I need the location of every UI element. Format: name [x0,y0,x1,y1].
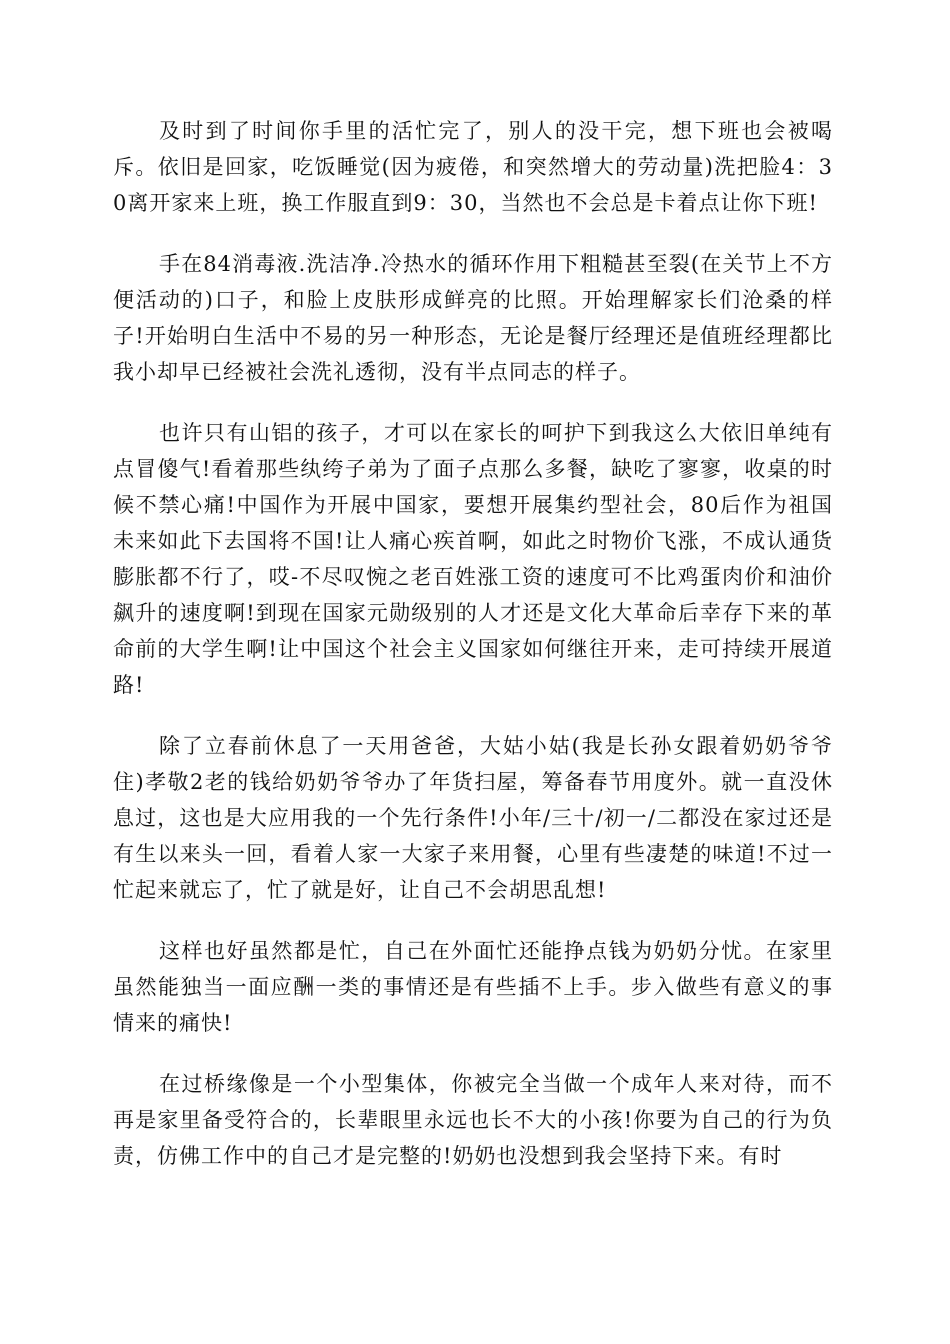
paragraph-4: 除了立春前休息了一天用爸爸，大姑小姑(我是长孙女跟着奶奶爷爷住)孝敬2老的钱给奶奶爷爷办了年货扫屋，筹备春节用度外。就一直没休息过，这也是大应用我的一个先行条件!小年/三十/初一/二都没在家过还是有生以来头一回，看着人家一大家子来用餐，心里有些凄楚的味道!不过一忙起来就忘了，忙了就是好，让自己不会胡思乱想! [113,734,833,902]
paragraph-2: 手在84消毒液.洗洁净.冷热水的循环作用下粗糙甚至裂(在关节上不方便活动的)口子，和脸上皮肤形成鲜亮的比照。开始理解家长们沧桑的样子!开始明白生活中不易的另一种形态，无论是餐厅经理还是值班经理都比我小却早已经被社会洗礼透彻，没有半点同志的样子。 [113,252,833,384]
paragraph-5: 这样也好虽然都是忙，自己在外面忙还能挣点钱为奶奶分忧。在家里虽然能独当一面应酬一类的事情还是有些插不上手。步入做些有意义的事情来的痛快! [113,939,833,1035]
document-body [113,113,833,1199]
paragraph-3: 也许只有山铝的孩子，才可以在家长的呵护下到我这么大依旧单纯有点冒傻气!看着那些纨绔子弟为了面子点那么多餐，缺吃了寥寥，收桌的时候不禁心痛!中国作为开展中国家，要想开展集约型社会，80后作为祖国未来如此下去国将不国!让人痛心疾首啊，如此之时物价飞涨，不成认通货膨胀都不行了，哎-不尽叹惋之老百姓涨工资的速度可不比鸡蛋肉价和油价飙升的速度啊!到现在国家元勋级别的人才还是文化大革命后幸存下来的革命前的大学生啊!让中国这个社会主义国家如何继往开来，走可持续开展道路! [113,421,833,697]
paragraph-6: 在过桥缘像是一个小型集体，你被完全当做一个成年人来对待，而不再是家里备受符合的，长辈眼里永远也长不大的小孩!你要为自己的行为负责，仿佛工作中的自己才是完整的!奶奶也没想到我会坚持下来。有时 [113,1072,833,1168]
paragraph-1: 及时到了时间你手里的活忙完了，别人的没干完，想下班也会被喝斥。依旧是回家，吃饭睡觉(因为疲倦，和突然增大的劳动量)洗把脸4：30离开家来上班，换工作服直到9：30，当然也不会总是卡着点让你下班! [113,119,833,215]
